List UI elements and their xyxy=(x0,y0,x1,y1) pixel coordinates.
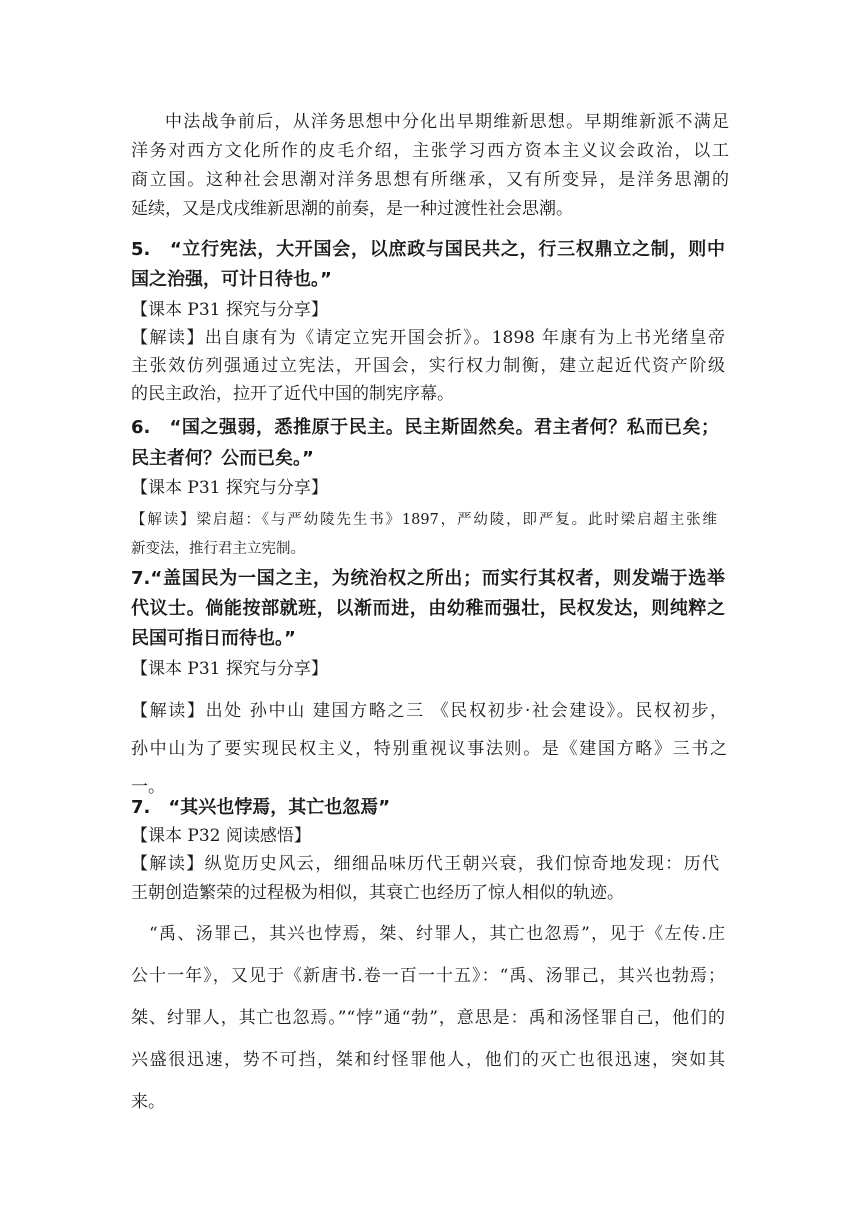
quote-7b xyxy=(131,793,731,823)
quote-line: 国之治强，可计日待也。” xyxy=(131,269,332,290)
quote-7a xyxy=(131,564,725,654)
text-line: 洋务对西方文化所作的皮毛介绍，主张学习西方资本主义议会政治，以工 xyxy=(131,141,729,161)
source-5 xyxy=(131,296,731,324)
text-line: 延续，又是戊戌维新思潮的前奏，是一种过渡性社会思潮。 xyxy=(131,199,573,219)
explanation-line: 来。 xyxy=(131,1092,165,1112)
quote-line: 7.“盖国民为一国之主，为统治权之所出；而实行其权者，则发端于选举 xyxy=(131,568,725,589)
reading-line: 【解读】纵览历史风云，细细品味历代王朝兴衰，我们惊奇地发现：历代 xyxy=(131,854,719,874)
reading-line: 一。 xyxy=(131,777,165,797)
quote-line: 6. “国之强弱，悉推原于民主。民主斯固然矣。君主者何？私而已矣； xyxy=(131,417,719,438)
quote-5 xyxy=(131,235,725,295)
reading-line: 新变法，推行君主立宪制。 xyxy=(131,541,305,557)
reading-line: 王朝创造繁荣的过程极为相似，其衰亡也经历了惊人相似的轨迹。 xyxy=(131,883,624,903)
reading-7b xyxy=(131,850,719,908)
explanation-line: “禹、汤罪己，其兴也悖焉，桀、纣罪人，其亡也忽焉”，见于《左传.庄 xyxy=(149,924,725,944)
explanation-line: 桀、纣罪人，其亡也忽焉。”“悖”通“勃”，意思是：禹和汤怪罪自己，他们的 xyxy=(131,1008,725,1028)
source-label: 【课本 P31 探究与分享】 xyxy=(131,478,328,498)
reading-line: 【解读】出自康有为《请定立宪开国会折》。1898 年康有为上书光绪皇帝 xyxy=(131,328,725,348)
quote-6 xyxy=(131,412,719,474)
reading-7a xyxy=(131,692,727,806)
reading-line: 孙中山为了要实现民权主义，特别重视议事法则。是《建国方略》三书之 xyxy=(131,739,727,759)
explanation-line: 兴盛很迅速，势不可挡，桀和纣怪罪他人，他们的灭亡也很迅速，突如其 xyxy=(131,1050,725,1070)
source-label: 【课本 P31 探究与分享】 xyxy=(131,659,328,679)
source-label: 【课本 P31 探究与分享】 xyxy=(131,300,328,320)
intro-paragraph xyxy=(131,108,729,224)
explanation-line: 公十一年》，又见于《新唐书.卷一百一十五》：“禹、汤罪己，其兴也勃焉； xyxy=(131,966,725,986)
reading-6 xyxy=(131,506,717,564)
quote-line: 5. “立行宪法，大开国会，以庶政与国民共之，行三权鼎立之制，则中 xyxy=(131,239,725,260)
text-line: 商立国。这种社会思潮对洋务思想有所继承，又有所变异，是洋务思潮的 xyxy=(131,170,729,190)
source-7a xyxy=(131,655,731,683)
reading-line: 主张效仿列强通过立宪法，开国会，实行权力制衡，建立起近代资产阶级 xyxy=(131,356,725,376)
source-6 xyxy=(131,474,731,502)
source-label: 【课本 P32 阅读感悟】 xyxy=(131,826,311,846)
reading-line: 【解读】梁启超：《与严幼陵先生书》1897，严幼陵，即严复。此时梁启超主张维 xyxy=(131,512,717,528)
quote-line: 民主者何？公而已矣。” xyxy=(131,448,314,469)
text-line: 中法战争前后，从洋务思想中分化出早期维新思想。早期维新派不满足 xyxy=(165,112,729,132)
quote-line: 代议士。倘能按部就班，以渐而进，由幼稚而强壮，民权发达，则纯粹之 xyxy=(131,598,725,619)
explanation-7b xyxy=(131,913,725,1123)
source-7b xyxy=(131,822,731,850)
reading-line: 的民主政治，拉开了近代中国的制宪序幕。 xyxy=(131,384,454,404)
reading-5 xyxy=(131,324,725,408)
quote-line: 7. “其兴也悖焉，其亡也忽焉” xyxy=(131,797,391,818)
reading-line: 【解读】出处 孙中山 建国方略之三 《民权初步·社会建设》。民权初步， xyxy=(131,701,727,721)
quote-line: 民国可指日而待也。” xyxy=(131,628,296,649)
